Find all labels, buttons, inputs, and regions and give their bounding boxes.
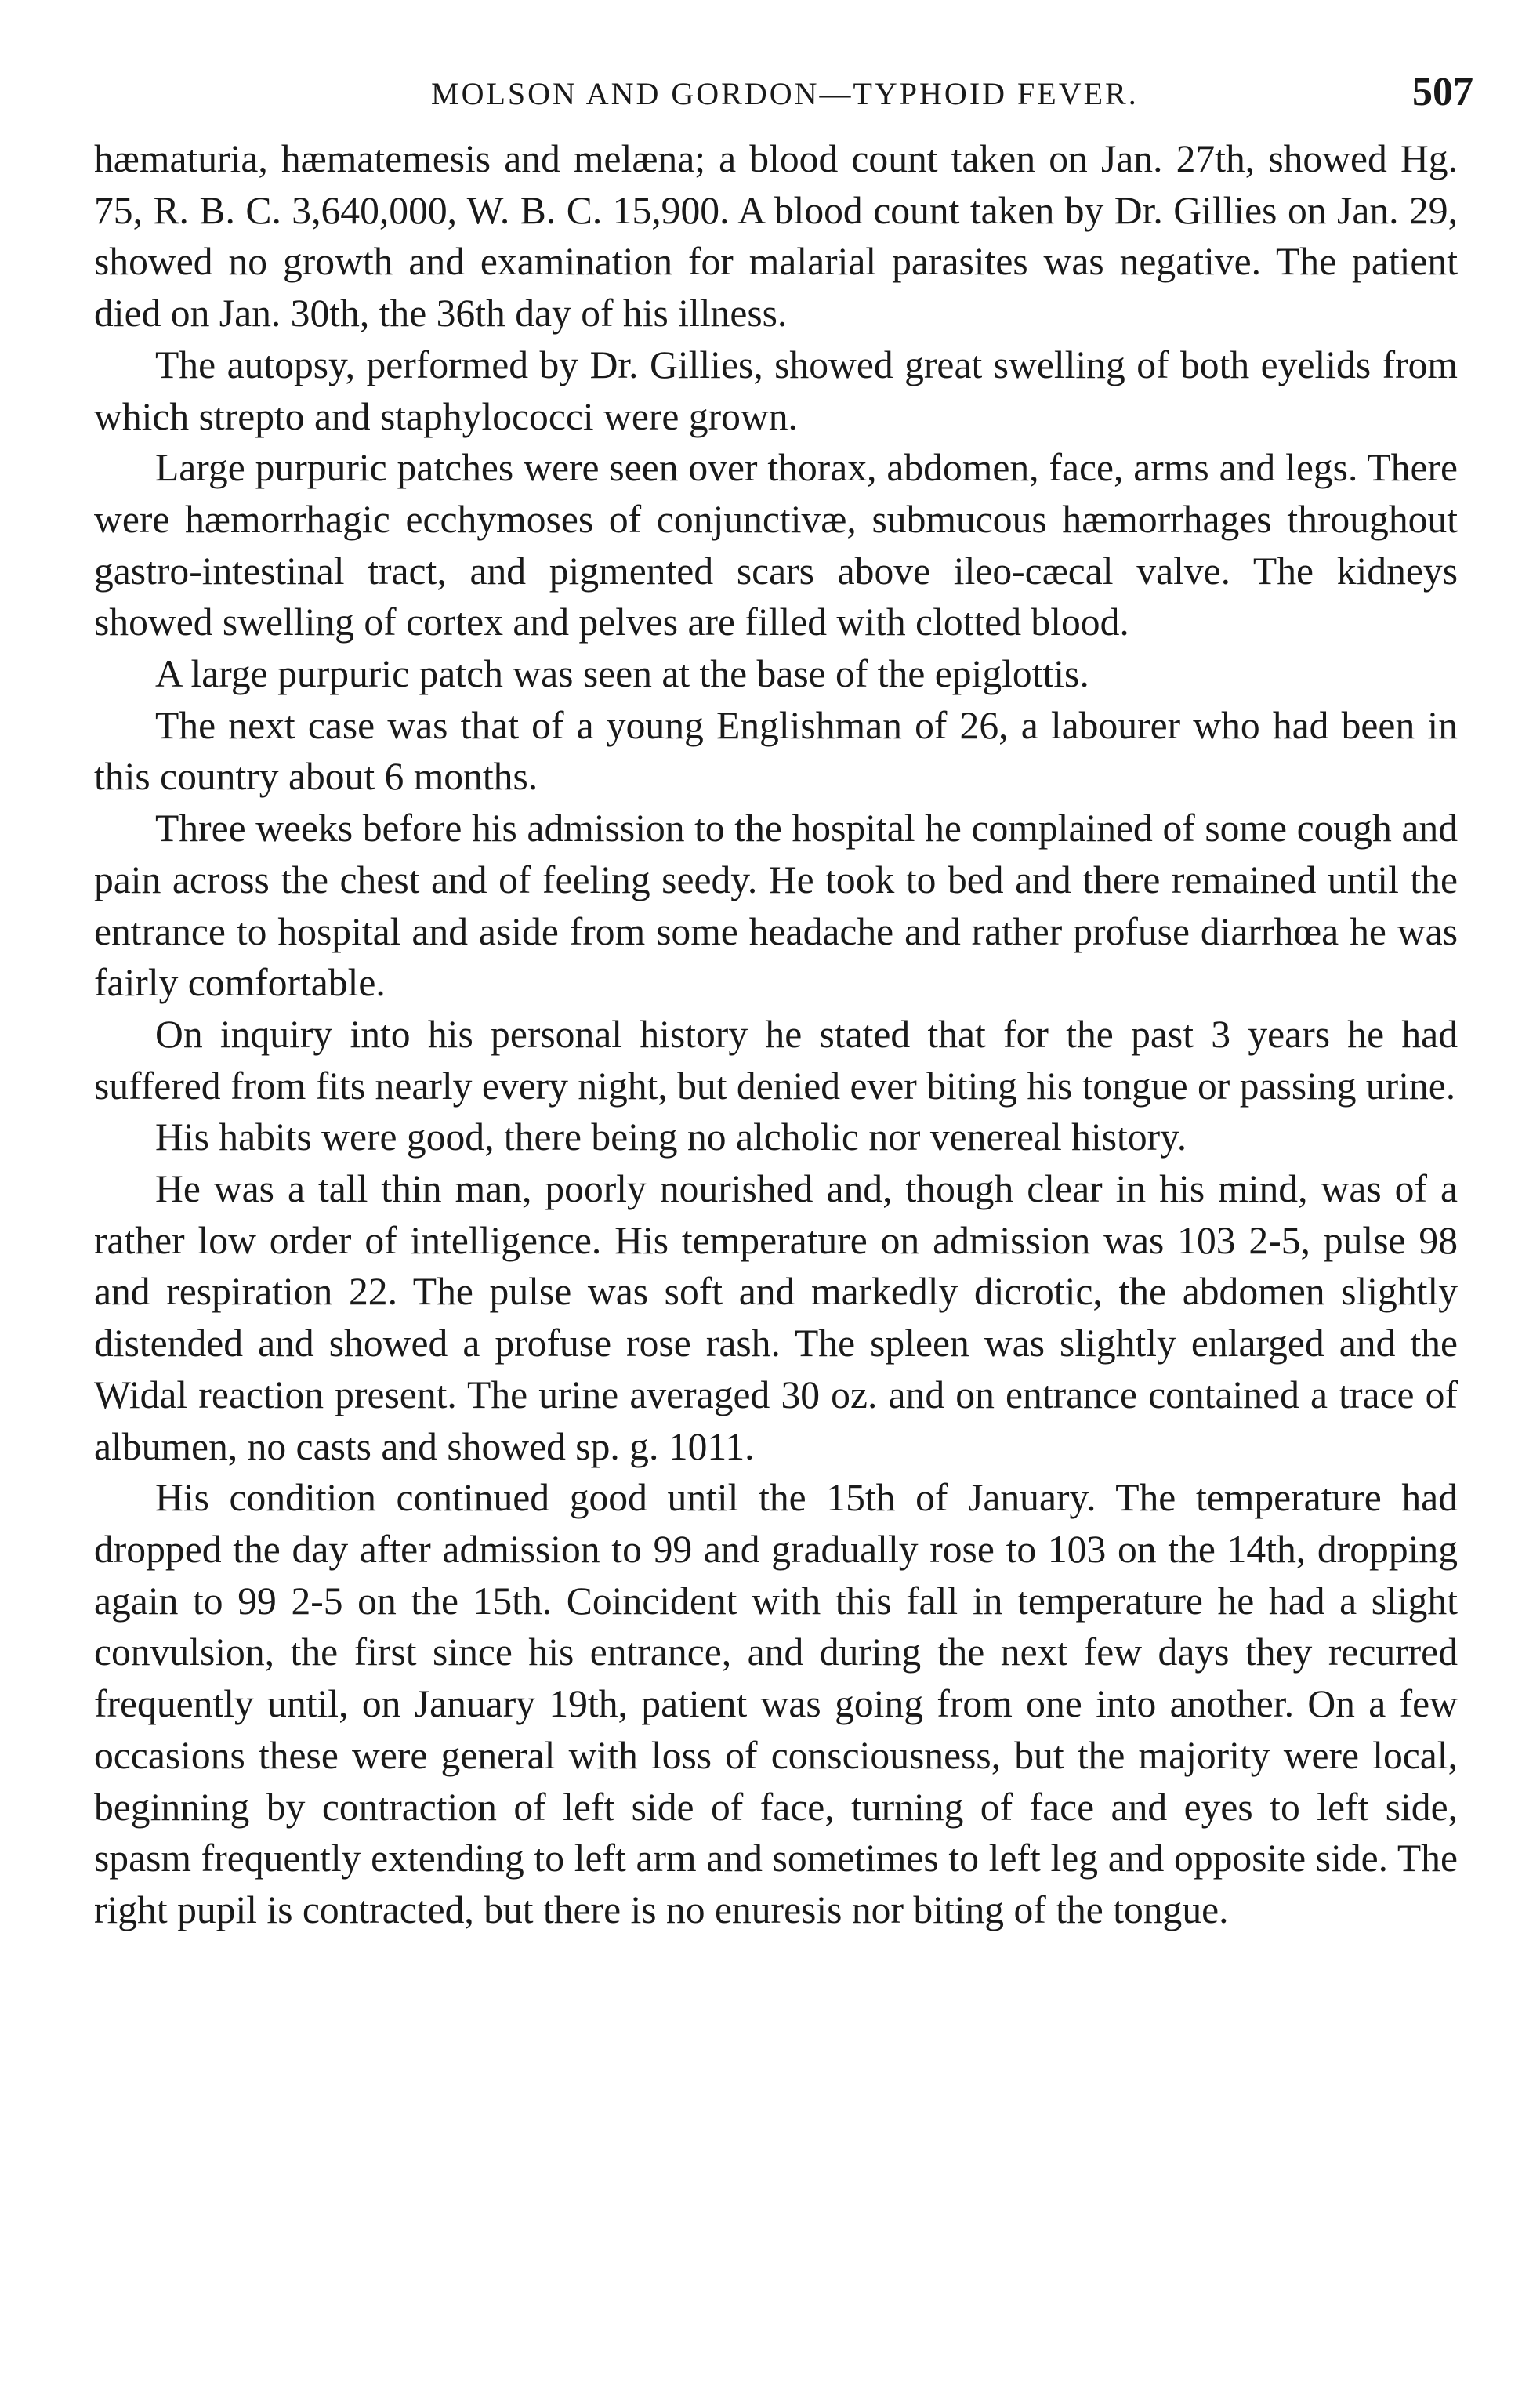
running-head — [94, 69, 1473, 124]
paragraph-next-case: The next case was that of a young Englishman of 26, a labourer who had been in this country about 6 months. — [94, 703, 1458, 799]
paragraph-examination: He was a tall thin man, poorly nourished and, though clear in his mind, was of a rather low order of intelligence. His temperature on admission was 103 2-5, pulse 98 and respiration 22. The pulse was soft and markedly dicrotic, the abdomen slightly distended and showed a profuse rose rash. The spleen was slightly enlarged and the Widal reaction present. The urine averaged 30 oz. and on entrance contained a trace of albumen, no casts and showed sp. g. 1011. — [94, 1167, 1458, 1468]
body-text — [94, 133, 1458, 1936]
paragraph-epiglottis: A large purpuric patch was seen at the base of the epiglottis. — [155, 652, 1089, 696]
paragraph-personal-history: On inquiry into his personal history he stated that for the past 3 years he had suffered from fits nearly every night, but denied ever biting his tongue or passing urine. — [94, 1012, 1458, 1108]
paragraph-condition: His condition continued good until the 15th of January. The temperature had dropped the day after admission to 99 and gradually rose to 103 on the 14th, dropping again to 99 2-5 on the 15th. Coincident with this fall in temperature he had a slight convulsion, the first since his entrance, and during the next few days they recurred frequently until, on January 19th, patient was going from one into another. On a few occasions these were general with loss of consciousness, but the majority were local, beginning by contraction of left side of face, turning of face and eyes to left side, spasm frequently extending to left arm and sometimes to left leg and opposite side. The right pupil is contracted, but there is no enuresis nor biting of the tongue. — [94, 1476, 1458, 1931]
page-number: 507 — [1412, 70, 1473, 114]
paragraph-autopsy: The autopsy, performed by Dr. Gillies, showed great swelling of both eyelids from which strepto and staphylococci were grown. — [94, 343, 1458, 438]
running-title: MOLSON AND GORDON—TYPHOID FEVER. — [431, 76, 1139, 111]
paragraph-purpuric-patches: Large purpuric patches were seen over thorax, abdomen, face, arms and legs. There were hæmorrhagic ecchymoses of conjunctivæ, submucous hæmorrhages throughout gastro-intestinal tract, and pigmented scars above ileo-cæcal valve. The kidneys showed swelling of cortex and pelves are filled with clotted blood. — [94, 446, 1458, 644]
paragraph-admission: Three weeks before his admission to the hospital he complained of some cough and pain across the chest and of feeling seedy. He took to bed and there remained until the entrance to hospital and aside from some headache and rather profuse diarrhœa he was fairly comfortable. — [94, 807, 1458, 1005]
paragraph-continued: hæmaturia, hæmatemesis and melæna; a blood count taken on Jan. 27th, showed Hg. 75, R. B. C. 3,640,000, W. B. C. 15,900. A blood count taken by Dr. Gillies on Jan. 29, showed no growth and examination for malarial parasites was negative. The patient died on Jan. 30th, the 36th day of his illness. — [94, 137, 1458, 335]
paragraph-habits: His habits were good, there being no alcholic nor venereal history. — [155, 1115, 1187, 1159]
